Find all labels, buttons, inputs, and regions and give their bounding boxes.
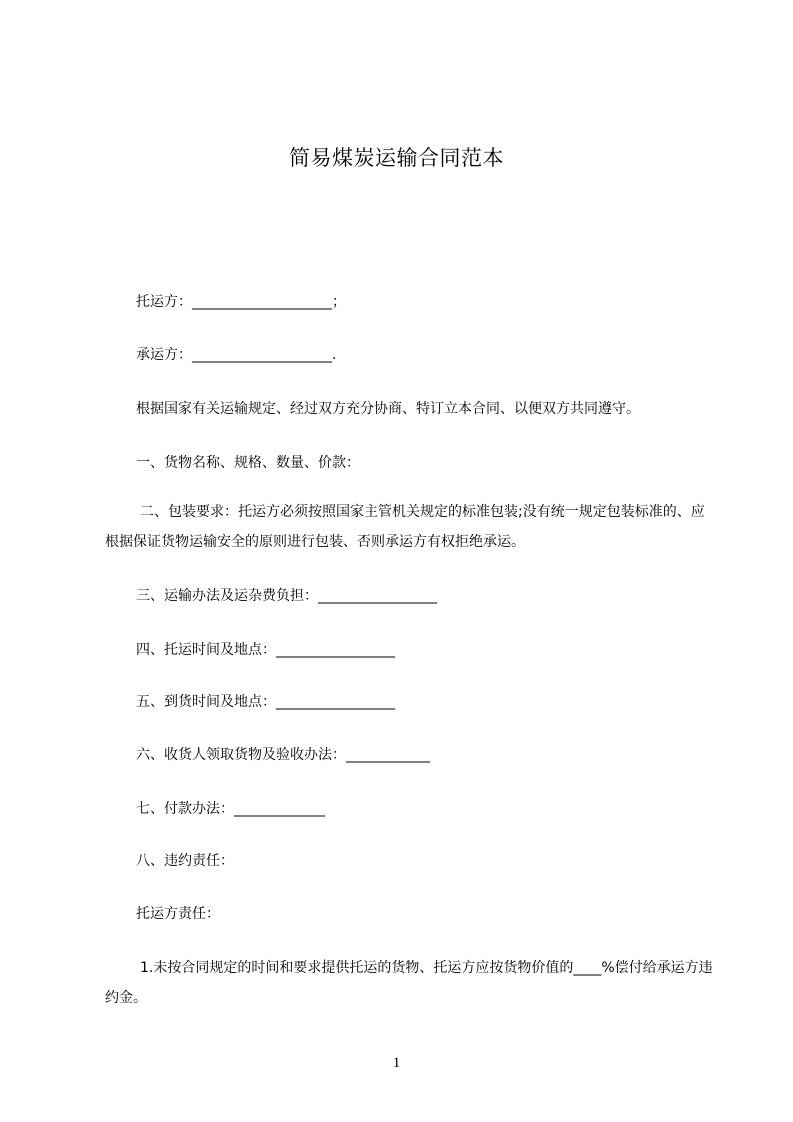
shipper-liability-heading: 托运方责任： [136,906,220,922]
preamble-paragraph: 根据国家有关运输规定、经过双方充分协商、特订立本合同、以便双方共同遵守。 [136,401,640,417]
shipper-line: 托运方：____________________； [136,294,346,310]
clause-1: 一、货物名称、规格、数量、价款： [136,455,360,471]
document-title: 简易煤炭运输合同范本 [289,146,504,170]
page-number: 1 [392,1055,401,1071]
clause-5: 五、到货时间及地点：_________________ [136,694,395,710]
liability-item-1: 1.未按合同规定的时间和要求提供托运的货物、托运方应按货物价值的____%偿付给承运方违约金。 [105,960,713,1006]
clause-6: 六、收货人领取货物及验收办法：____________ [136,747,430,763]
clause-2: 二、包装要求：托运方必须按照国家主管机关规定的标准包装;没有统一规定包装标准的、应根据保证货物运输安全的原则进行包装、否则承运方有权拒绝承运。 [105,504,705,550]
carrier-line: 承运方：____________________. [136,347,337,363]
clause-8: 八、违约责任： [136,853,234,869]
clause-4: 四、托运时间及地点：_________________ [136,642,395,658]
clause-7: 七、付款办法：_____________ [136,801,325,817]
clause-3: 三、运输办法及运杂费负担：_________________ [136,588,437,604]
